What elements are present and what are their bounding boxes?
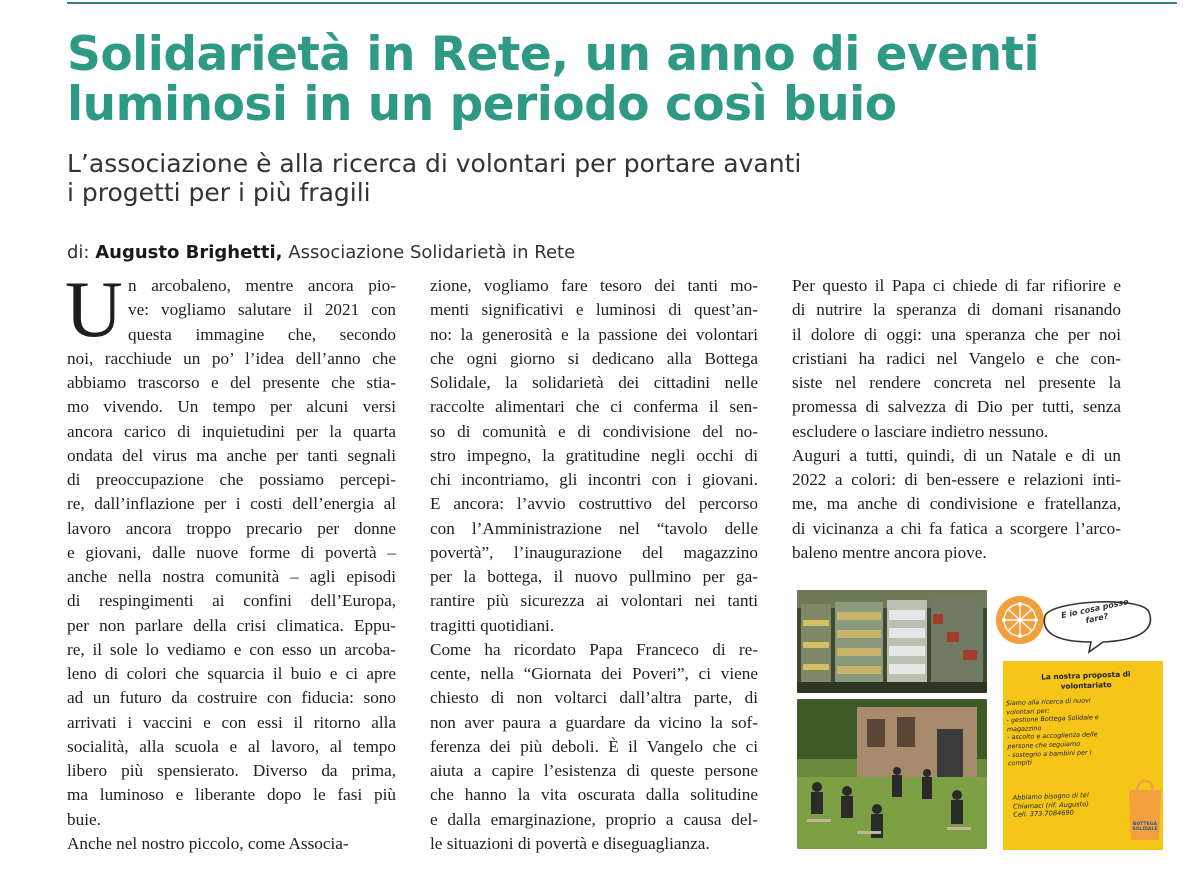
article-line: tragitti quotidiani. (430, 615, 555, 635)
poster-line: - ascolto e accoglienza delle (1007, 730, 1098, 742)
article-line: Per questo il Papa ci chiede di far rifiorire e (792, 276, 1121, 295)
article-line: zione, vogliamo fare tesoro dei tanti mo- (430, 276, 758, 295)
article-line: Solidale, la solidarietà dei cittadini nelle (430, 373, 758, 392)
poster-line: compiti (1007, 758, 1032, 768)
article-line: E ancora: l’avvio costruttivo del percorso (430, 494, 758, 514)
article-line: cristiani ha radici nel Vangelo e che con- (792, 348, 1121, 368)
article-line: raccolte alimentari che ci conferma il sen- (430, 397, 758, 417)
poster-line: magazzino (1006, 723, 1042, 734)
article-line: di nutrire la speranza di domani risanando (792, 300, 1121, 320)
bottega-logo-text: BOTTEGA SOLIDALE (1132, 822, 1158, 832)
poster-bubble-text: E io cosa posso fare? (1060, 597, 1130, 626)
article-line: e dalla emarginazione, proprio a causa del- (430, 809, 758, 829)
article-line: chiesto di non voltarci dall’altra parte, di (430, 688, 758, 708)
article-line: per la bottega, il nuovo pullmino per ga- (430, 567, 758, 586)
article-line: per non parlare della crisi climatica. Eppu- (67, 615, 396, 635)
headline-line-1: Solidarietà in Rete, un anno di eventi (67, 27, 1040, 82)
article-line: me, ma anche di condivisione e fratellanza, (792, 494, 1121, 514)
poster-contact (1013, 790, 1114, 819)
article-line: di vicinanza a chi fa fatica a scorgere l’arco- (792, 518, 1121, 538)
article-line: ancora carico di inquietudini per la quarta (67, 421, 396, 441)
poster-line: volontari per: (1006, 706, 1050, 716)
article-line: stro impegno, la gratitudine negli occhi di (430, 445, 758, 465)
article-line: non aver paura a guardare da vicino la sof- (430, 712, 758, 732)
subtitle-line-2: i progetti per i più fragili (67, 178, 371, 207)
photo-outdoor-event (797, 699, 987, 849)
article-line: ferenza dei più deboli. È il Vangelo che ci (430, 736, 758, 756)
photo-bottega-shelves (797, 590, 987, 693)
article-line: noi, racchiude un po’ l’idea dell’anno che (67, 348, 396, 368)
article-line: anche nella nostra comunità – agli episodi (67, 567, 396, 586)
article-line: cente, nella “Giornata dei Poveri”, ci viene (430, 664, 758, 683)
article-column-2 (430, 274, 758, 856)
headline (67, 27, 1177, 132)
article-line: siste nel rendere concreta nel presente la (792, 373, 1121, 392)
article-line: mo vivendo. Un tempo per alcuni versi (67, 397, 396, 417)
poster-contact-line: Abbiamo bisogno di te! (1012, 791, 1090, 802)
article-line: Come ha ricordato Papa Franceco di re- (430, 639, 758, 659)
top-rule (67, 2, 1177, 4)
article-line: chi incontriamo, gli incontri con i giovani. (430, 470, 758, 489)
poster-line: persone che seguiamo (1007, 739, 1081, 751)
article-line: il dolore di oggi: una speranza che per noi (792, 324, 1121, 344)
article-column-3 (792, 274, 1121, 565)
article-line: arrivati i vaccini e con essi il ritorno alla (67, 712, 396, 732)
article-line: lavoro ancora troppo precario per donne (67, 518, 396, 538)
poster-contact-line: Cell. 373.7084690 (1013, 808, 1075, 819)
article-line: ad un futuro da costruire con fiducia: sono (67, 688, 396, 708)
article-line: le situazioni di povertà e diseguaglianza. (430, 833, 710, 853)
article-line: ondata del virus ma anche per tanti segnali (67, 445, 396, 465)
drop-cap: U (65, 266, 123, 354)
article-line: menti significativi e luminosi di quest’an- (430, 300, 758, 320)
article-line: escludere o lasciare indietro nessuno. (792, 421, 1049, 441)
article-line: socialità, alla scuola e al lavoro, al tempo (67, 736, 396, 756)
article-line: di preoccupazione che possiamo percepi- (67, 470, 396, 489)
byline-author: Augusto Brighetti, (95, 242, 283, 263)
poster-contact-line: Chiamaci (rif. Augusto) (1012, 799, 1089, 811)
poster-line: Siamo alla ricerca di nuovi (1005, 696, 1091, 708)
headline-line-2: luminosi in un periodo così buio (67, 77, 897, 132)
poster-title: La nostra proposta di volontariato (1040, 669, 1131, 691)
article-line: Auguri a tutti, quindi, di un Natale e di un (792, 445, 1121, 465)
article-line: questa immagine che, secondo (128, 324, 396, 344)
article-line: che hanno la vita oscurata dalla solitudine (430, 785, 758, 805)
poster-line: - gestione Bottega Solidale e (1006, 713, 1099, 725)
article-line: leno di colori che squarcia il buio e ci apre (67, 664, 396, 683)
article-line: Anche nel nostro piccolo, come Associa- (67, 833, 349, 853)
article-line: baleno mentre ancora piove. (792, 542, 987, 562)
article-line: che ogni giorno si dedicano alla Bottega (430, 348, 758, 368)
byline (67, 242, 575, 263)
article-line: n arcobaleno, mentre ancora pio- (128, 276, 396, 295)
article-line: no: la generosità e la passione dei volontari (430, 324, 758, 344)
article-line: re, il sole lo vediamo e con esso un arcoba- (67, 639, 396, 659)
subtitle (67, 149, 1067, 207)
subtitle-line-1: L’associazione è alla ricerca di volontari per portare avanti (67, 149, 802, 178)
article-line: con l’Amministrazione nel “tavolo delle (430, 518, 758, 538)
byline-prefix: di: (67, 242, 90, 263)
article-line: rantire più sicurezza ai volontari nei tanti (430, 591, 758, 611)
poster-body (1006, 695, 1142, 768)
article-line: povertà”, l’inaugurazione del magazzino (430, 542, 758, 562)
poster-line: - sostegno a bambini per i (1007, 747, 1092, 759)
article-line: ve: vogliamo salutare il 2021 con (128, 300, 396, 320)
article-line: re, dall’inflazione per i costi dell’energia al (67, 494, 396, 514)
article-line: 2022 a colori: di ben-essere e relazioni inti- (792, 470, 1121, 489)
article-line: libero più spensierato. Diverso da prima, (67, 761, 396, 780)
article-line: e giovani, dalle nuove forme di povertà – (67, 542, 396, 562)
article-line: aiuta a capire l’esistenza di queste persone (430, 761, 758, 780)
article-line: promessa di salvezza di Dio per tutti, senza (792, 397, 1121, 417)
article-line: so di comunità e di condivisione del no- (430, 421, 758, 441)
article-line: ma luminoso e liberante dopo le fasi più (67, 785, 396, 805)
article-line: abbiamo trascorso e del presente che stia- (67, 373, 396, 392)
article-line: di respingimenti ai confini dell’Europa, (67, 591, 396, 611)
article-column-1 (65, 266, 396, 856)
article-line: buie. (67, 809, 101, 829)
byline-organization: Associazione Solidarietà in Rete (288, 242, 576, 263)
